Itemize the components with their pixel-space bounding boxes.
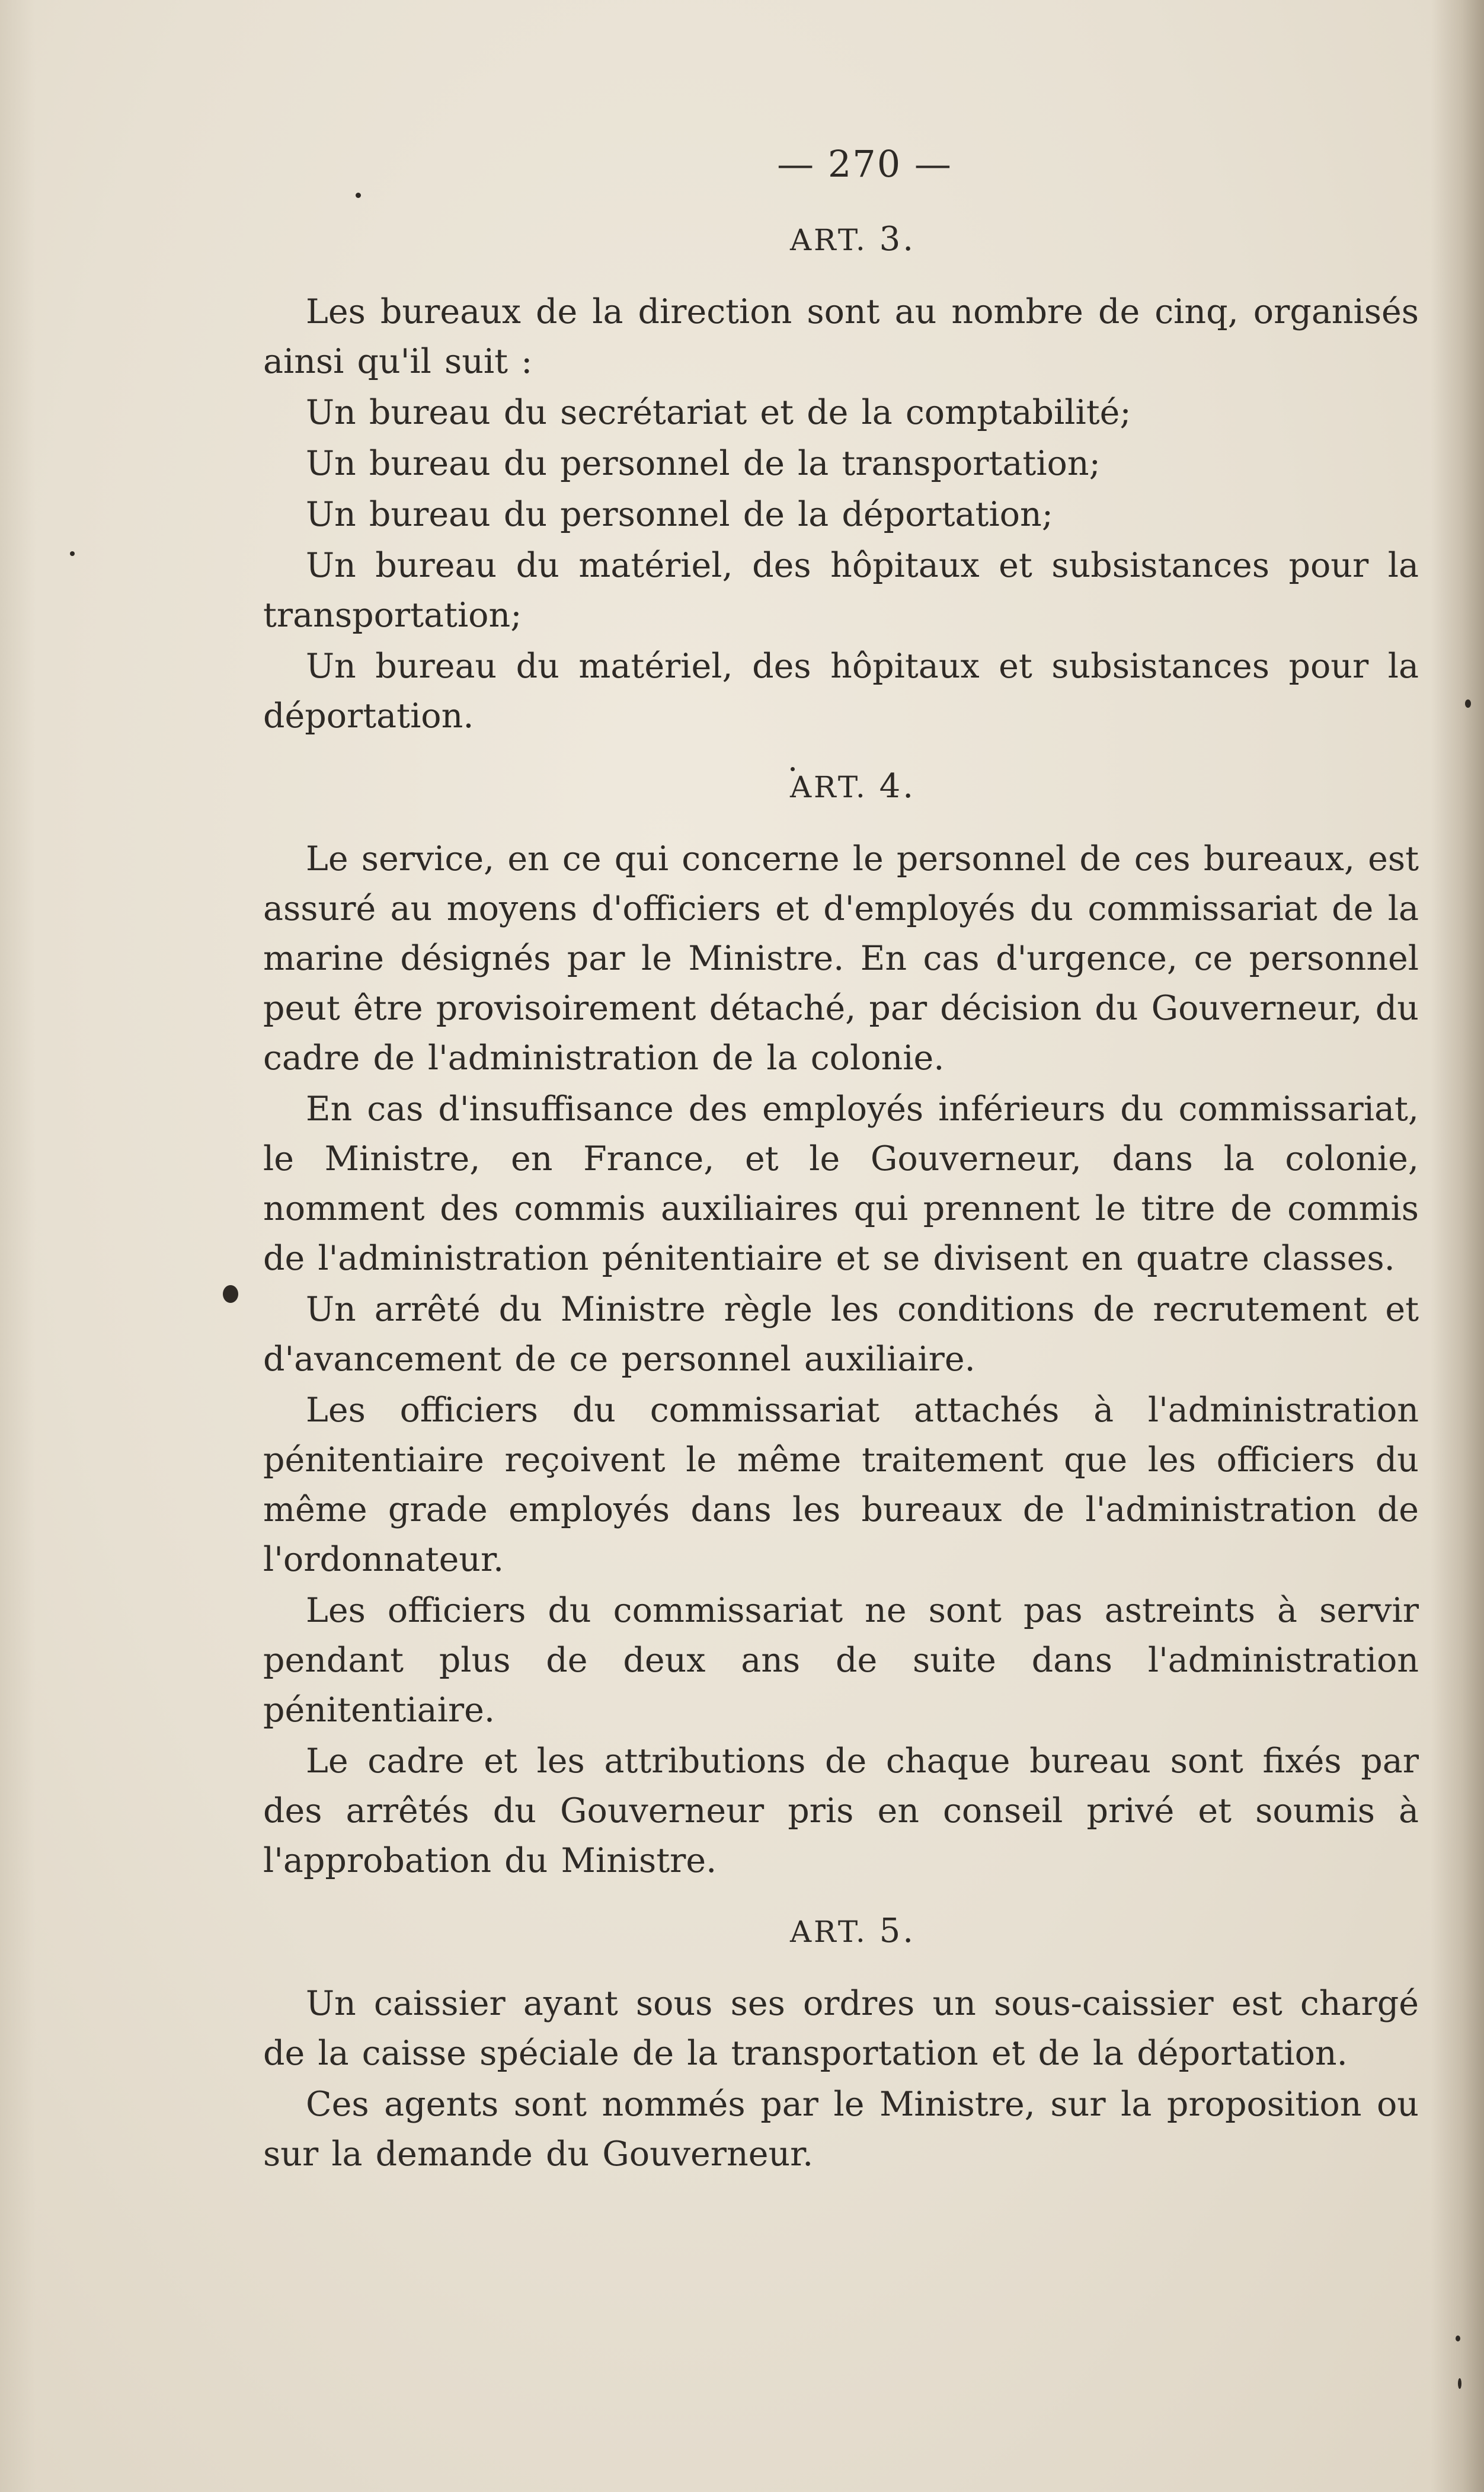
paragraph: Un bureau du matériel, des hôpitaux et subsistances pour la transportation;	[263, 546, 1419, 635]
paragraph: Un bureau du secrétariat et de la comptabilité;	[306, 393, 1131, 432]
page-content	[263, 142, 1419, 2180]
article-label: ART.	[789, 770, 868, 804]
paragraph: Les officiers du commissariat ne sont pas astreints à servir pendant plus de deux ans de suite dans l'administration pénitentiaire.	[263, 1591, 1419, 1730]
ink-speck	[223, 1285, 238, 1303]
paragraph: Un caissier ayant sous ses ordres un sous-caissier est chargé de la caisse spéciale de la transportation et de la déportation.	[263, 1984, 1419, 2073]
ink-speck	[1465, 699, 1471, 708]
page-edge-shadow	[1431, 0, 1484, 2492]
paragraph: Un bureau du personnel de la déportation;	[306, 495, 1053, 534]
paragraph: Le cadre et les attributions de chaque bureau sont fixés par des arrêtés du Gouverneur pris en conseil privé et soumis à l'approbation du Ministre.	[263, 1742, 1419, 1880]
ink-speck	[70, 551, 75, 556]
page-number: — 270 —	[777, 142, 952, 186]
paragraph: Les bureaux de la direction sont au nombre de cinq, organisés ainsi qu'il suit :	[263, 292, 1419, 381]
paragraph: Un arrêté du Ministre règle les conditions de recrutement et d'avancement de ce personnel auxiliaire.	[263, 1290, 1419, 1379]
paragraph: Les officiers du commissariat attachés à l'administration pénitentiaire reçoivent le même traitement que les officiers du même grade employés dans les bureaux de l'administration de l'ordonnateur.	[263, 1391, 1419, 1579]
paragraph: Un bureau du personnel de la transportation;	[306, 444, 1101, 483]
ink-speck	[1456, 2336, 1460, 2341]
paragraph: Ces agents sont nommés par le Ministre, sur la proposition ou sur la demande du Gouverneur.	[263, 2085, 1419, 2174]
article-label: ART.	[789, 1915, 868, 1949]
article-number: 5.	[879, 1912, 916, 1950]
article-number: 4.	[879, 767, 916, 806]
article-heading-5	[263, 1912, 1419, 1950]
paragraph: Un bureau du matériel, des hôpitaux et subsistances pour la déportation.	[263, 647, 1419, 736]
page-left-shade	[0, 0, 36, 2492]
article-heading-4	[263, 767, 1419, 806]
ink-speck	[1458, 2378, 1461, 2389]
article-heading-3	[263, 220, 1419, 258]
article-number: 3.	[879, 220, 916, 258]
article-label: ART.	[789, 223, 868, 257]
paragraph: Le service, en ce qui concerne le personnel de ces bureaux, est assuré au moyens d'officiers et d'employés du commissariat de la marine désignés par le Ministre. En cas d'urgence, ce personnel peut être provisoirement détaché, par décision du Gouverneur, du cadre de l'administration de la colonie.	[263, 839, 1419, 1078]
paragraph: En cas d'insuffisance des employés inférieurs du commissariat, le Ministre, en France, et le Gouverneur, dans la colonie, nomment des commis auxiliaires qui prennent le titre de commis de l'administration pénitentiaire et se divisent en quatre classes.	[263, 1090, 1419, 1278]
